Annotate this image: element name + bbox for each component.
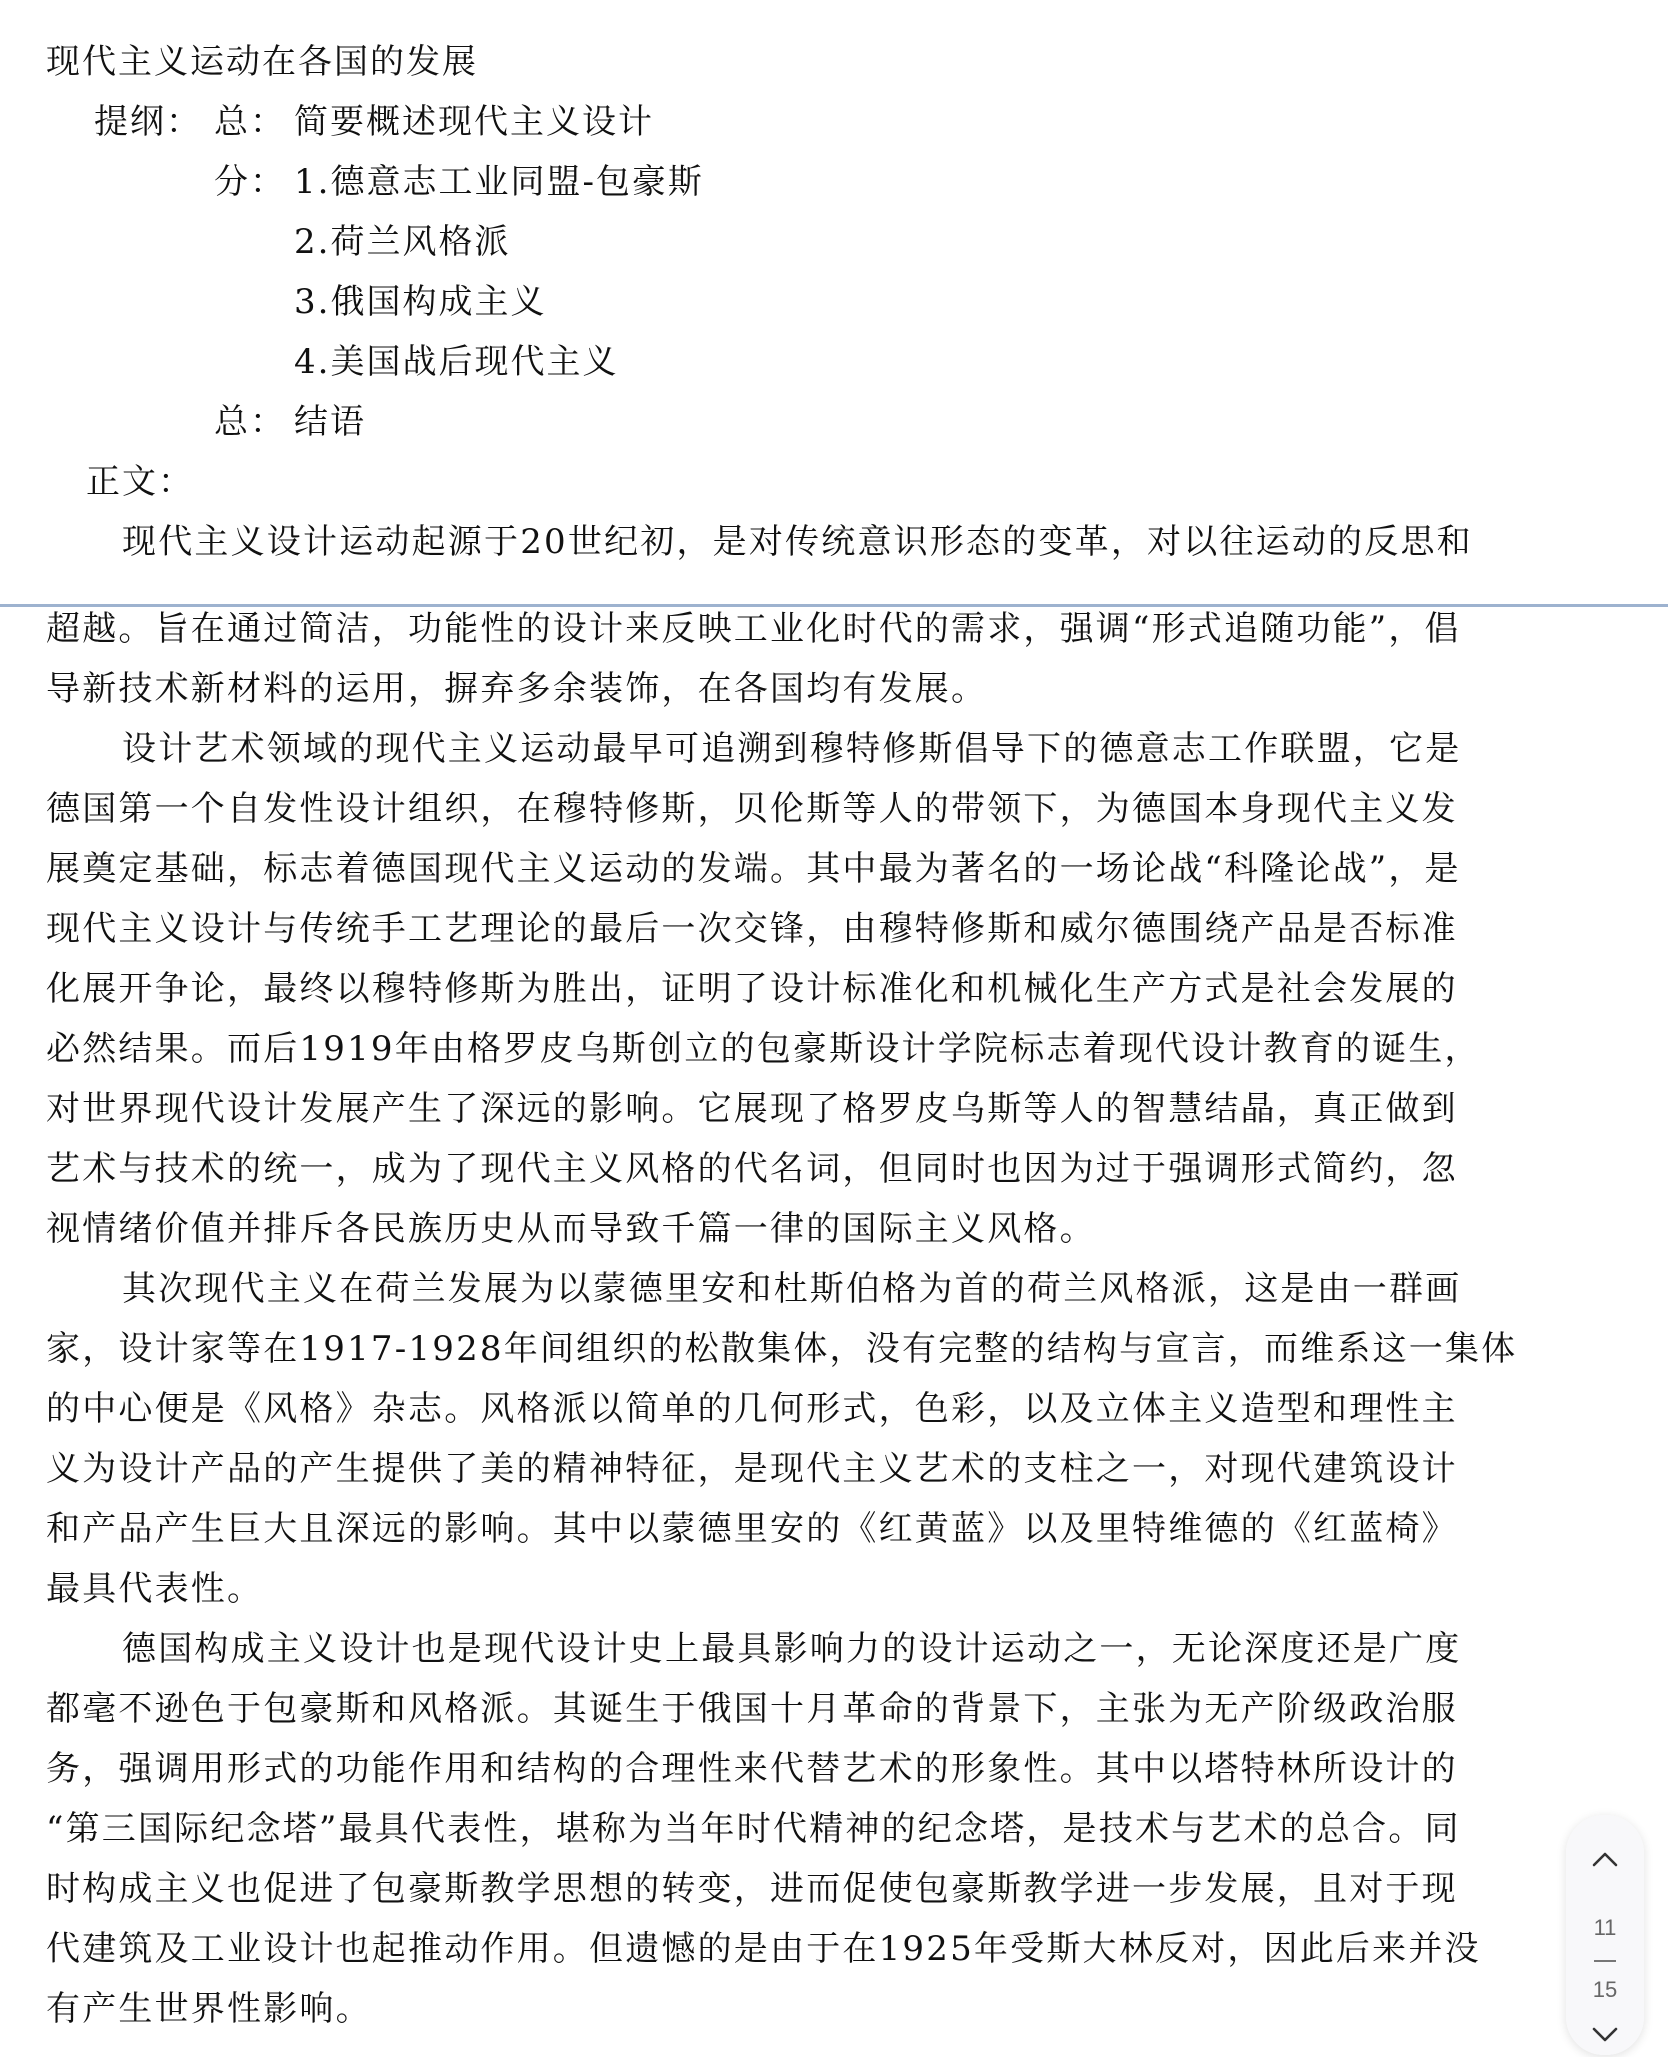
outline-conclusion-text: 结语 [294, 402, 366, 442]
outline-label: 提纲： [94, 102, 202, 142]
document-page-previous [0, 0, 1668, 604]
outline-part-4: 4.美国战后现代主义 [294, 342, 619, 382]
next-page-button[interactable] [1583, 2013, 1627, 2057]
body-line: 其次现代主义在荷兰发展为以蒙德里安和杜斯伯格为首的荷兰风格派，这是由一群画 [122, 1269, 1462, 1309]
outline-part-2: 2.荷兰风格派 [294, 222, 511, 262]
body-line: 超越。旨在通过简洁，功能性的设计来反映工业化时代的需求，强调“形式追随功能”，倡 [46, 609, 1461, 649]
outline-part-1: 1.德意志工业同盟-包豪斯 [294, 162, 704, 202]
chevron-up-icon [1591, 1850, 1619, 1868]
outline-part-3: 3.俄国构成主义 [294, 282, 547, 322]
outline-intro-text: 简要概述现代主义设计 [294, 102, 654, 142]
body-line: 都毫不逊色于包豪斯和风格派。其诞生于俄国十月革命的背景下，主张为无产阶级政治服 [46, 1689, 1458, 1729]
body-line: “第三国际纪念塔”最具代表性，堪称为当年时代精神的纪念塔，是技术与艺术的总合。同 [46, 1809, 1461, 1849]
body-line: 时构成主义也促进了包豪斯教学思想的转变，进而促使包豪斯教学进一步发展，且对于现 [46, 1869, 1458, 1909]
body-label: 正文： [86, 462, 194, 502]
current-page-number: 11 [1593, 1915, 1617, 1940]
outline-intro-label: 总： [214, 102, 286, 142]
document-title: 现代主义运动在各国的发展 [46, 42, 478, 82]
body-line: 现代主义设计运动起源于20世纪初，是对传统意识形态的变革，对以往运动的反思和 [122, 522, 1473, 562]
body-line: 和产品产生巨大且深远的影响。其中以蒙德里安的《红黄蓝》以及里特维德的《红蓝椅》 [46, 1509, 1458, 1549]
body-line: 化展开争论，最终以穆特修斯为胜出，证明了设计标准化和机械化生产方式是社会发展的 [46, 969, 1458, 1009]
body-line: 德国构成主义设计也是现代设计史上最具影响力的设计运动之一，无论深度还是广度 [122, 1629, 1462, 1669]
total-pages-number: 15 [1592, 1977, 1618, 2002]
body-line: 视情绪价值并排斥各民族历史从而导致千篇一律的国际主义风格。 [46, 1209, 1096, 1249]
body-line: 务，强调用形式的功能作用和结构的合理性来代替艺术的形象性。其中以塔特林所设计的 [46, 1749, 1458, 1789]
body-line: 艺术与技术的统一，成为了现代主义风格的代名词，但同时也因为过于强调形式简约，忽 [46, 1149, 1458, 1189]
body-line: 展奠定基础，标志着德国现代主义运动的发端。其中最为著名的一场论战“科隆论战”，是 [46, 849, 1461, 889]
outline-parts-label: 分： [214, 162, 286, 202]
body-line: 的中心便是《风格》杂志。风格派以简单的几何形式，色彩，以及立体主义造型和理性主 [46, 1389, 1458, 1429]
body-line: 最具代表性。 [46, 1569, 264, 1609]
body-line: 家，设计家等在1917-1928年间组织的松散集体，没有完整的结构与宣言，而维系这一集体 [46, 1329, 1518, 1369]
body-line: 对世界现代设计发展产生了深远的影响。它展现了格罗皮乌斯等人的智慧结晶，真正做到 [46, 1089, 1458, 1129]
document-page-current [0, 607, 1668, 2045]
body-line: 代建筑及工业设计也起推动作用。但遗憾的是由于在1925年受斯大林反对，因此后来并没 [46, 1929, 1481, 1969]
outline-conclusion-label: 总： [214, 402, 286, 442]
body-line: 义为设计产品的产生提供了美的精神特征，是现代主义艺术的支柱之一，对现代建筑设计 [46, 1449, 1458, 1489]
previous-page-button[interactable] [1583, 1837, 1627, 1881]
body-line: 德国第一个自发性设计组织，在穆特修斯，贝伦斯等人的带领下，为德国本身现代主义发 [46, 789, 1458, 829]
body-line: 设计艺术领域的现代主义运动最早可追溯到穆特修斯倡导下的德意志工作联盟，它是 [122, 729, 1462, 769]
body-line: 现代主义设计与传统手工艺理论的最后一次交锋，由穆特修斯和威尔德围绕产品是否标准 [46, 909, 1458, 949]
page-navigator [1566, 1815, 1644, 2055]
body-line: 必然结果。而后1919年由格罗皮乌斯创立的包豪斯设计学院标志着现代设计教育的诞生， [46, 1029, 1481, 1069]
body-line: 导新技术新材料的运用，摒弃多余装饰，在各国均有发展。 [46, 669, 988, 709]
chevron-down-icon [1591, 2026, 1619, 2044]
page-number-separator [1594, 1960, 1616, 1962]
body-line: 有产生世界性影响。 [46, 1989, 372, 2029]
